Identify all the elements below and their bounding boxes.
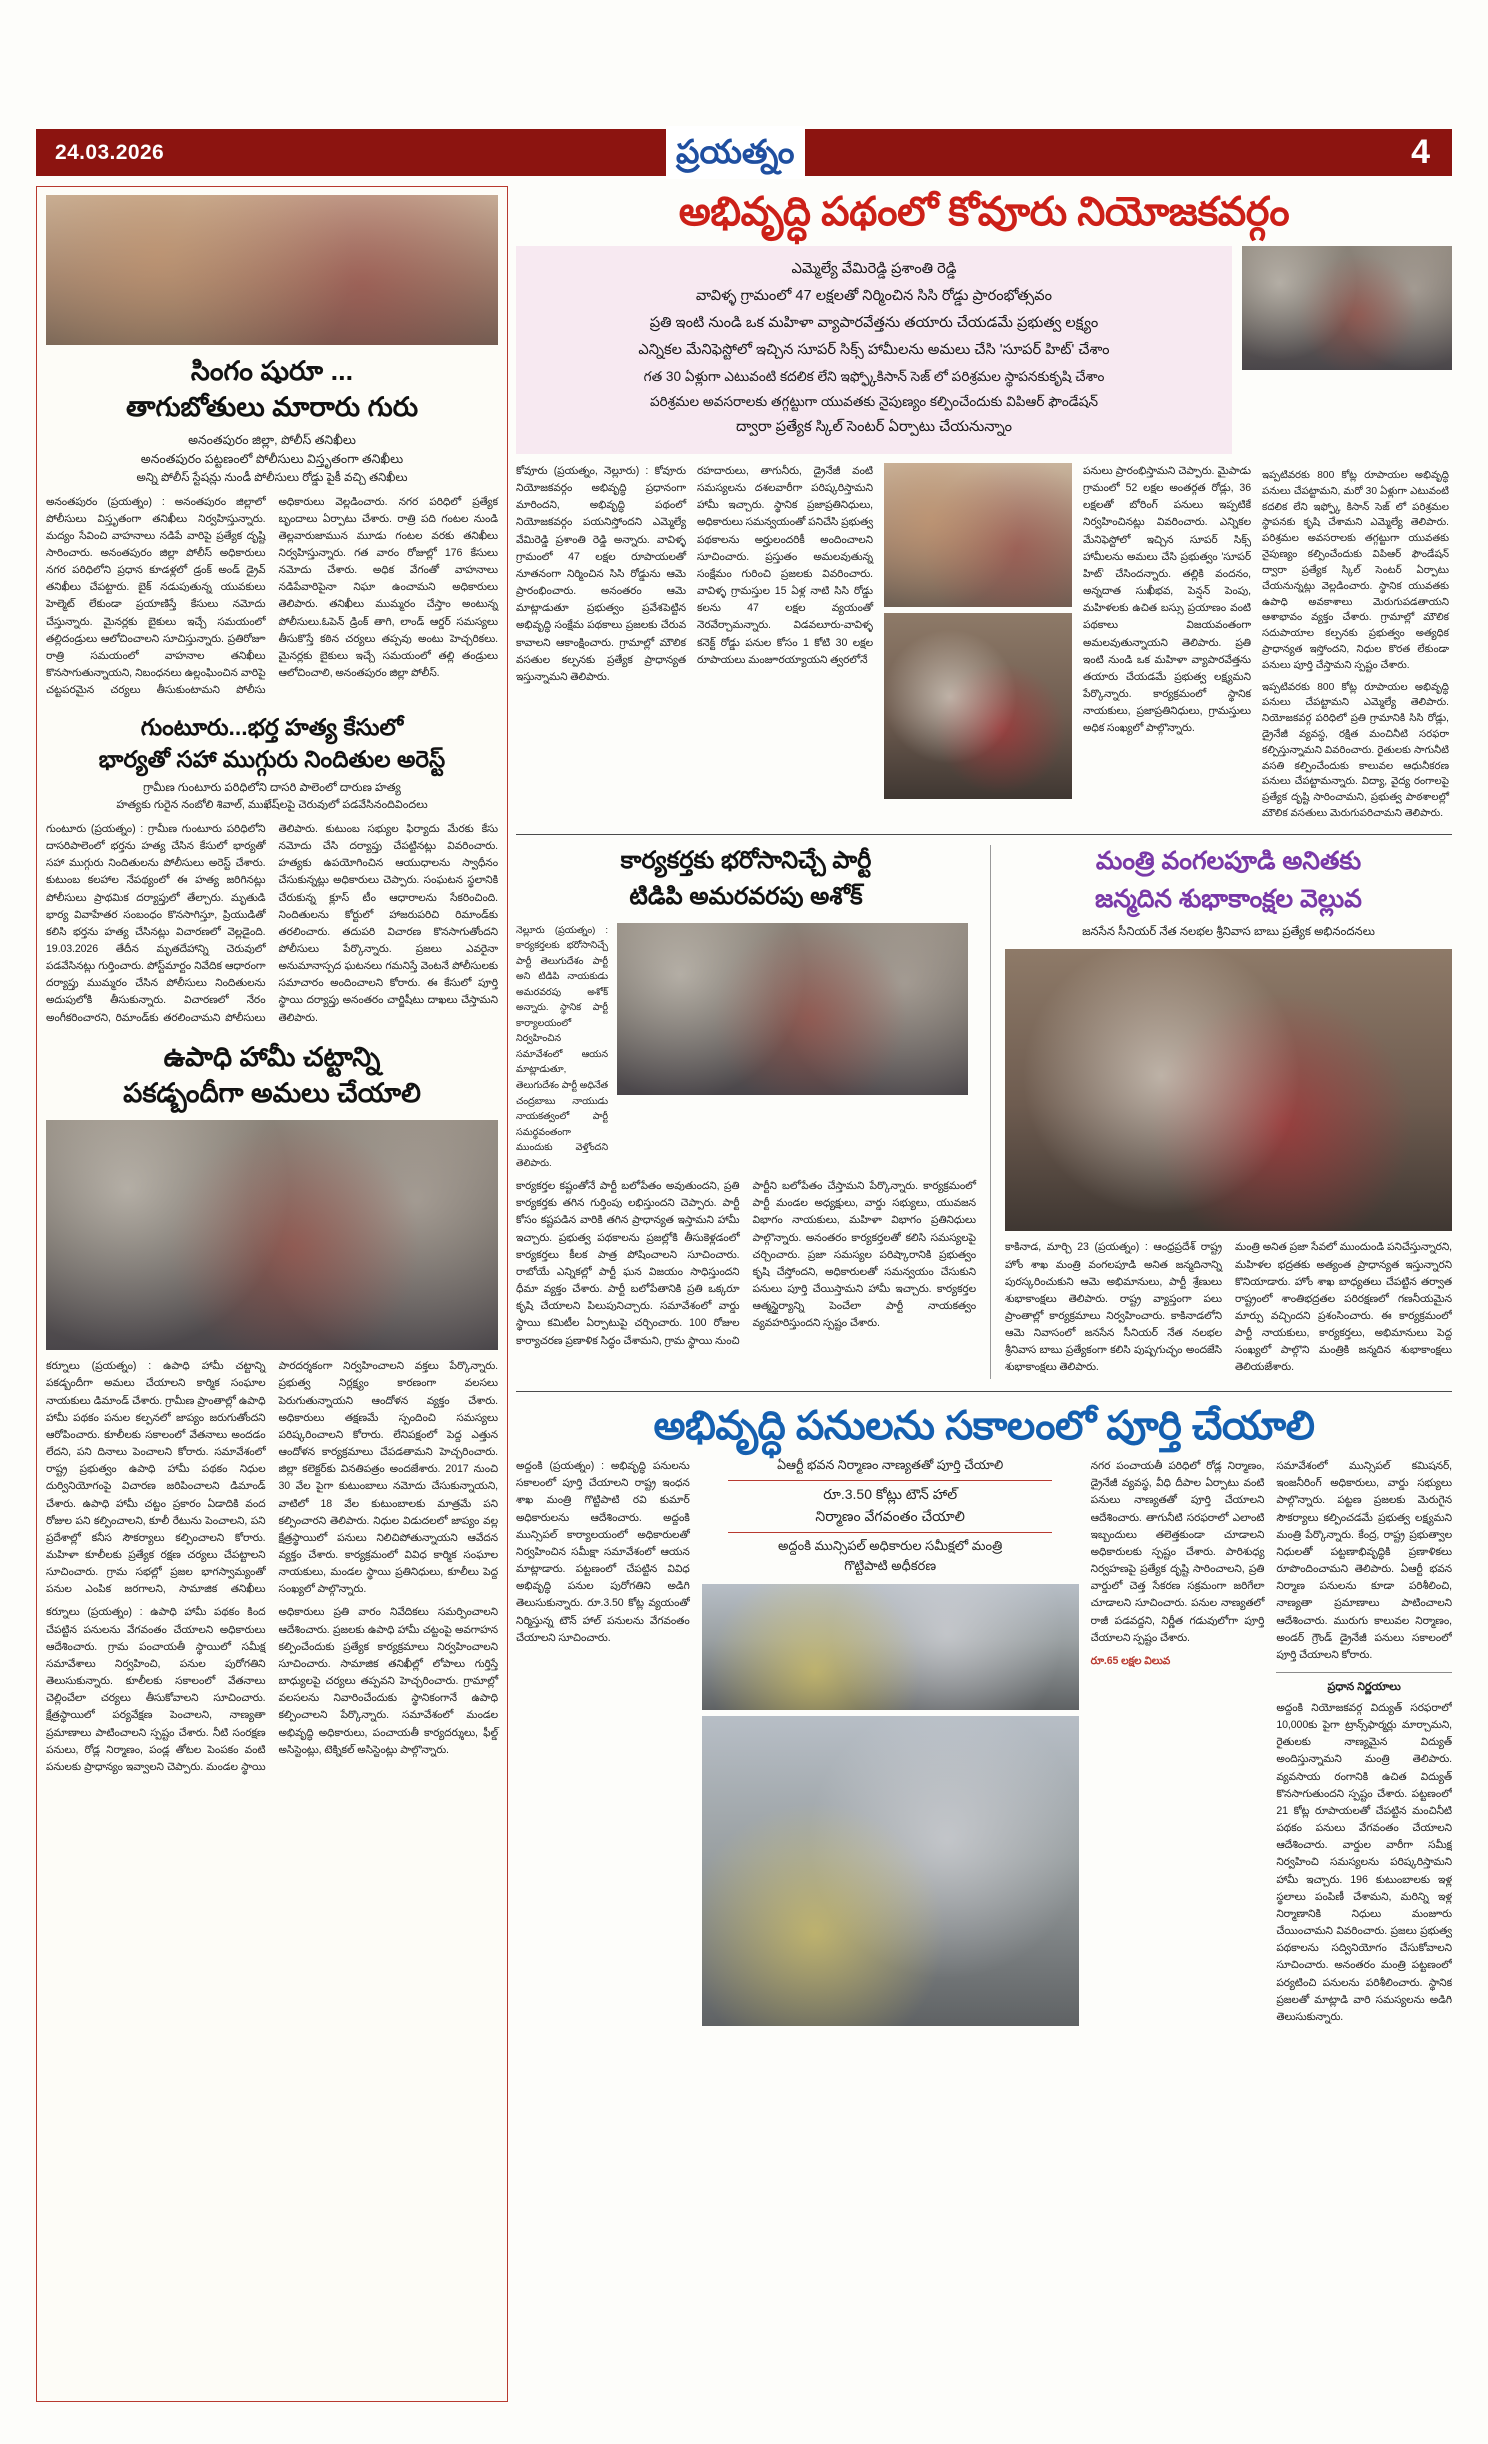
- lead-body-row: [516, 463, 1452, 822]
- mid-story-row: [516, 923, 976, 1172]
- bottom-col-right: [1276, 1458, 1452, 2026]
- lead-photo-col: [884, 463, 1072, 822]
- article3-headline-line2: పకడ్బందీగా అమలు చేయాలి: [123, 1077, 421, 1108]
- publication-logo: [666, 126, 805, 179]
- right-headline-line1: మంత్రి వంగలపూడి అనితకు: [1095, 846, 1362, 875]
- lead-bullet-box: [516, 246, 1232, 454]
- photo-mla-crowd: [1242, 246, 1452, 370]
- bottom-body-right-2: అద్దంకి నియోజకవర్గ విద్యుత్ సరఫరాలో 10,000కు పైగా ట్రాన్స్‌ఫార్మర్లు మార్చామని, రైతులకు నాణ్యమైన విద్యుత్ అందిస్తున్నామని మంత్రి తెలిపారు. వ్యవసాయ రంగానికి ఉచిత విద్యుత్ కొనసాగుతుందని స్పష్టం చేశారు. పట్టణంలో 21 కోట్ల రూపాయలతో చేపట్టిన మంచినీటి పథకం పనులు వేగవంతం చేయాలని ఆదేశించారు. వార్డుల వారీగా సమీక్ష నిర్వహించి సమస్యలను పరిష్కరిస్తామని హామీ ఇచ్చారు. 196 కుటుంబాలకు ఇళ్ల స్థలాలు పంపిణీ చేశామని, మరిన్ని ఇళ్ల నిర్మాణానికి నిధులు మంజూరు చేయించామని వివరించారు. ప్రజలు ప్రభుత్వ పథకాలను సద్వినియోగం చేసుకోవాలని సూచించారు. అనంతరం మంత్రి పట్టణంలో పర్యటించి పనులను పరిశీలించారు. స్థానిక ప్రజలతో మాట్లాడి వారి సమస్యలను అడిగి తెలుసుకున్నారు.: [1276, 1702, 1452, 2023]
- mid-narrow-col: [516, 923, 608, 1172]
- right-body-text-2: మంత్రి అనిత ప్రజా సేవలో ముందుండి పనిచేస్తున్నారని, మహిళల భద్రతకు అత్యంత ప్రాధాన్యత ఇస్తున్నారని కొనియాడారు. హోం శాఖ బాధ్యతలు చేపట్టిన తర్వాత రాష్ట్రంలో శాంతిభద్రతల పరిరక్షణలో గణనీయమైన మార్పు వచ్చిందని ప్రశంసించారు. ఈ కార్యక్రమంలో పార్టీ నాయకులు, కార్యకర్తలు, అభిమానులు పెద్ద సంఖ్యలో పాల్గొని మంత్రికి జన్మదిన శుభాకాంక్షలు తెలియజేశారు.: [1235, 1241, 1452, 1374]
- main-column: [516, 186, 1452, 2402]
- publication-logo-text: ప్రయత్నం: [676, 133, 795, 170]
- bottom-body-right: సమావేశంలో మున్సిపల్ కమిషనర్, ఇంజనీరింగ్ అధికారులు, వార్డు సభ్యులు పాల్గొన్నారు. పట్టణ ప్రజలకు మెరుగైన సౌకర్యాలు కల్పించడమే ప్రభుత్వ లక్ష్యమని మంత్రి పేర్కొన్నారు. కేంద్ర, రాష్ట్ర ప్రభుత్వాల నిధులతో పట్టణాభివృద్ధికి ప్రణాళికలు రూపొందించామని తెలిపారు. ఏఆర్టీ భవన నిర్మాణ పనులను కూడా పరిశీలించి, నాణ్యతా ప్రమాణాలు పాటించాలని ఆదేశించారు. మురుగు కాలువల నిర్మాణం, అండర్ గ్రౌండ్ డ్రైనేజీ పనులు సకాలంలో పూర్తి చేయాలని కోరారు.: [1276, 1460, 1452, 1661]
- lead-right-caption: ఇప్పటివరకు 800 కోట్ల రూపాయల అభివృద్ధి పనులు చేపట్టామని, మరో 30 ఏళ్లుగా ఎటువంటి కదలిక లేని ఇఫ్ఫ్కో కిసాన్ సెజ్ లో పరిశ్రమల స్థాపనకు కృషి చేశామని ఎమ్మెల్యే తెలిపారు. పరిశ్రమల అవసరాలకు తగ్గట్టుగా యువతకు నైపుణ్యం కల్పించేందుకు విపిఆర్ ఫౌండేషన్ ద్వారా ప్రత్యేక స్కిల్ సెంటర్ ఏర్పాటు చేయనున్నట్లు వెల్లడించారు. స్థానిక యువతకు ఉపాధి అవకాశాలు మెరుగుపడతాయని ఆశాభావం వ్యక్తం చేశారు. గ్రామాల్లో మౌలిక సదుపాయాల కల్పనకు ప్రభుత్వం అత్యధిక ప్రాధాన్యత ఇస్తోందని, నిధుల కొరత లేకుండా పనులు పూర్తి చేస్తామని స్పష్టం చేశారు.: [1262, 470, 1449, 671]
- mid-narrow-text: నెల్లూరు (ప్రయత్నం) : కార్యకర్తలకు భరోసానిచ్చే పార్టీ తెలుగుదేశం పార్టీ అని టిడిపి నాయకుడు అమరవరపు అశోక్ అన్నారు. స్థానిక పార్టీ కార్యాలయంలో నిర్వహించిన సమావేశంలో ఆయన మాట్లాడుతూ, తెలుగుదేశం పార్టీ అధినేత చంద్రబాబు నాయుడు నాయకత్వంలో పార్టీ సమర్థవంతంగా ముందుకు వెళ్తోందని తెలిపారు.: [516, 924, 608, 1169]
- article1-body-wrap: [46, 494, 498, 700]
- bottom-right-heading: ప్రధాన నిర్ణయాలు: [1327, 1681, 1401, 1693]
- photo-minister-birthday: [1005, 949, 1452, 1231]
- right-subhead: జనసేన సీనియర్ నేత నలభల శ్రీనివాస బాబు ప్రత్యేక అభినందనలు: [1082, 925, 1375, 939]
- lead-right-photo-block: [1242, 246, 1452, 370]
- article3-body: కర్నూలు (ప్రయత్నం) : ఉపాధి హామీ చట్టాన్ని పకడ్బందీగా అమలు చేయాలని కార్మిక సంఘాల నాయకులు డిమాండ్ చేశారు. గ్రామీణ ప్రాంతాల్లో ఉపాధి హామీ పథకం పనుల కల్పనలో జాప్యం జరుగుతోందని ఆరోపించారు. కూలీలకు సకాలంలో వేతనాలు అందడం లేదని, పని దినాలు పెంచాలని కోరారు. సమావేశంలో రాష్ట్ర ప్రభుత్వం ఉపాధి హామీ పథకం నిధుల దుర్వినియోగంపై విచారణ జరిపించాలని డిమాండ్ చేశారు. ఉపాధి హామీ చట్టం ప్రకారం ఏడాదికి వంద రోజుల పని కల్పించాలని, కూలీ రేటును పెంచాలని, పని ప్రదేశాల్లో కనీస సౌకర్యాలు కల్పించాలని కోరారు. మహిళా కూలీలకు ప్రత్యేక రక్షణ చర్యలు చేపట్టాలని సూచించారు. గ్రామ సభల్లో ప్రజల భాగస్వామ్యంతో పనుల ఎంపిక జరగాలని, సామాజిక తనిఖీలు పారదర్శకంగా నిర్వహించాలని వక్తలు పేర్కొన్నారు. ప్రభుత్వ నిర్లక్ష్యం కారణంగా వలసలు పెరుగుతున్నాయని ఆందోళన వ్యక్తం చేశారు. అధికారులు తక్షణమే స్పందించి సమస్యలు పరిష్కరించాలని కోరారు. లేనిపక్షంలో పెద్ద ఎత్తున ఆందోళన కార్యక్రమాలు చేపడతామని హెచ్చరించారు. జిల్లా కలెక్టర్‌కు వినతిపత్రం అందజేశారు. 2017 నుంచి 30 వేల పైగా కుటుంబాలు నమోదు చేసుకున్నాయని, వాటిలో 18 వేల కుటుంబాలకు మాత్రమే పని కల్పించారని తెలిపారు. నిధుల విడుదలలో జాప్యం వల్ల క్షేత్రస్థాయిలో పనులు నిలిచిపోతున్నాయని ఆవేదన వ్యక్తం చేశారు. కార్యక్రమంలో వివిధ కార్మిక సంఘాల నాయకులు, మండల స్థాయి ప్రతినిధులు, కూలీలు పెద్ద సంఖ్యలో పాల్గొన్నారు.: [46, 1360, 498, 1596]
- article2-body: గుంటూరు (ప్రయత్నం) : గ్రామీణ గుంటూరు పరిధిలోని దాసరిపాలెంలో భర్తను హత్య చేసిన కేసులో భార్యతో సహా ముగ్గురు నిందితులను పోలీసులు అరెస్ట్ చేశారు. కుటుంబ కలహాల నేపథ్యంలో ఈ హత్య జరిగినట్లు పోలీసులు ప్రాథమిక దర్యాప్తులో తేల్చారు. మృతుడి భార్య వివాహేతర సంబంధం కొనసాగిస్తూ, ప్రియుడితో కలిసి భర్తను హత్య చేసినట్లు విచారణలో వెల్లడైంది. 19.03.2026 తేదీన మృతదేహాన్ని చెరువులో పడవేసినట్లు గుర్తించారు. పోస్ట్‌మార్టం నివేదిక ఆధారంగా దర్యాప్తు ముమ్మరం చేసిన పోలీసులు నిందితులను అదుపులోకి తీసుకున్నారు. విచారణలో నేరం అంగీకరించారని, రిమాండ్‌కు తరలించామని పోలీసులు తెలిపారు. కుటుంబ సభ్యుల ఫిర్యాదు మేరకు కేసు నమోదు చేసి దర్యాప్తు చేపట్టినట్లు వివరించారు. హత్యకు ఉపయోగించిన ఆయుధాలను స్వాధీనం చేసుకున్నట్లు అధికారులు చెప్పారు. సంఘటన స్థలానికి చేరుకున్న క్లూస్ టీం ఆధారాలను సేకరించింది. నిందితులను కోర్టులో హాజరుపరిచి రిమాండ్‌కు తరలించారు. తదుపరి విచారణ కొనసాగుతోందని పోలీసులు పేర్కొన్నారు. ప్రజలు ఎవరైనా అనుమానాస్పద ఘటనలు గమనిస్తే వెంటనే పోలీసులకు సమాచారం అందించాలని కోరారు. ఈ కేసులో పూర్తి స్థాయి దర్యాప్తు అనంతరం చార్జిషీటు దాఖలు చేస్తామని తెలిపారు.: [46, 822, 498, 1024]
- article1-headline-line2: తాగుబోతులు మారారు గురు: [125, 391, 419, 422]
- right-body-text-1: కాకినాడ, మార్చి 23 (ప్రయత్నం) : ఆంధ్రప్రదేశ్ రాష్ట్ర హోం శాఖ మంత్రి వంగలపూడి అనిత జన్మదినాన్ని పురస్కరించుకుని ఆమె అభిమానులు, పార్టీ శ్రేణులు శుభాకాంక్షలు తెలిపారు. రాష్ట్ర వ్యాప్తంగా పలు ప్రాంతాల్లో కార్యక్రమాలు నిర్వహించారు. కాకినాడలోని ఆమె నివాసంలో జనసేన సీనియర్ నేత నలభల శ్రీనివాస బాబు ప్రత్యేకంగా కలిసి పుష్పగుచ్ఛం అందజేసి శుభాకాంక్షలు తెలిపారు.: [1005, 1241, 1222, 1374]
- bottom-body-mid: నగర పంచాయతీ పరిధిలో రోడ్ల నిర్మాణం, డ్రైనేజీ వ్యవస్థ, వీధి దీపాల ఏర్పాటు వంటి పనులు నాణ్యతతో పూర్తి చేయాలని ఆదేశించారు. తాగునీటి సరఫరాలో ఎలాంటి ఇబ్బందులు తలెత్తకుండా చూడాలని అధికారులకు స్పష్టం చేశారు. పారిశుధ్య నిర్వహణపై ప్రత్యేక దృష్టి సారించాలని, ప్రతి వార్డులో చెత్త సేకరణ సక్రమంగా జరిగేలా చూడాలని సూచించారు. పనుల నాణ్యతలో రాజీ పడవద్దని, నిర్ణీత గడువులోగా పూర్తి చేయాలని స్పష్టం చేశారు.: [1090, 1460, 1265, 1644]
- article2-subhead-2: హత్యకు గురైన నంబోలి శివాల్, ముఖేష్‌లపై చెరువులో పడవేసినందివిందలు: [116, 798, 428, 811]
- bottom-col-left: [516, 1458, 690, 2026]
- bottom-right-rule: [1276, 1672, 1452, 1673]
- bottom-rule-1: [728, 1480, 1052, 1481]
- photo-mla-women: [884, 613, 1072, 799]
- lead-right-caption-extra: ఇప్పటివరకు 800 కోట్ల రూపాయల అభివృద్ధి పనులు చేపట్టామని ఎమ్మెల్యే తెలిపారు. నియోజకవర్గ పరిధిలో ప్రతి గ్రామానికి సిసి రోడ్లు, డ్రైనేజీ వ్యవస్థ, రక్షిత మంచినీటి సరఫరా కల్పిస్తున్నామని వివరించారు. రైతులకు సాగునీటి వసతి కల్పించేందుకు కాలువల ఆధునీకరణ పనులు చేపట్టామన్నారు. విద్యా, వైద్య రంగాలపై ప్రత్యేక దృష్టి సారించామని, ప్రభుత్వ పాఠశాలల్లో మౌలిక వసతులు మెరుగుపరిచామని తెలిపారు.: [1262, 681, 1449, 820]
- lead-top-row: [516, 246, 1452, 454]
- article2-headline-line2: భార్యతో సహా ముగ్గురు నిందితుల అరెస్ట్: [98, 746, 446, 773]
- bottom-sub-2-line2: నిర్మాణం వేగవంతం చేయాలి: [815, 1508, 965, 1525]
- left-column: [36, 186, 508, 2402]
- article4-body: కర్నూలు (ప్రయత్నం) : ఉపాధి హామీ పథకం కింద చేపట్టిన పనులను వేగవంతం చేయాలని అధికారులు ఆదేశించారు. గ్రామ పంచాయతీ స్థాయిలో సమీక్ష సమావేశాలు నిర్వహించి, పనుల పురోగతిని తెలుసుకున్నారు. కూలీలకు సకాలంలో వేతనాలు చెల్లించేలా చర్యలు తీసుకోవాలని సూచించారు. క్షేత్రస్థాయిలో పర్యవేక్షణ పెంచాలని, నాణ్యతా ప్రమాణాలు పాటించాలని స్పష్టం చేశారు. నీటి సంరక్షణ పనులు, రోడ్ల నిర్మాణం, పండ్ల తోటల పెంపకం వంటి పనులకు ప్రాధాన్యం ఇవ్వాలని చెప్పారు. మండల స్థాయి అధికారులు ప్రతి వారం నివేదికలు సమర్పించాలని ఆదేశించారు. ప్రజలకు ఉపాధి హామీ చట్టంపై అవగాహన కల్పించేందుకు ప్రత్యేక కార్యక్రమాలు నిర్వహించాలని సూచించారు. సామాజిక తనిఖీల్లో లోపాలు గుర్తిస్తే బాధ్యులపై చర్యలు తప్పవని హెచ్చరించారు. గ్రామాల్లో వలసలను నివారించేందుకు స్థానికంగానే ఉపాధి కల్పించాలని పేర్కొన్నారు. సమావేశంలో మండల అభివృద్ధి అధికారులు, పంచాయతీ కార్యదర్శులు, ఫీల్డ్ అసిస్టెంట్లు, టెక్నికల్ అసిస్టెంట్లు పాల్గొన్నారు.: [46, 1606, 498, 1773]
- article1-subhead-1: అనంతపురం జిల్లా, పోలీస్ తనిఖీలు: [188, 432, 356, 447]
- section-divider-1: [516, 834, 1452, 835]
- article1-headline-line1: సింగం షురూ ...: [190, 356, 354, 386]
- article4-body-wrap: [46, 1604, 498, 1776]
- mid-body-text: కార్యకర్తల కష్టంతోనే పార్టీ బలోపేతం అవుతుందని, ప్రతి కార్యకర్తకు తగిన గుర్తింపు లభిస్తుందని చెప్పారు. పార్టీ కోసం కష్టపడిన వారికి తగిన ప్రాధాన్యత ఇస్తామని హామీ ఇచ్చారు. ప్రభుత్వ పథకాలను ప్రజల్లోకి తీసుకెళ్లడంలో కార్యకర్తలు కీలక పాత్ర పోషించాలని సూచించారు. రాబోయే ఎన్నికల్లో పార్టీ ఘన విజయం సాధిస్తుందని ధీమా వ్యక్తం చేశారు. పార్టీ బలోపేతానికి ప్రతి ఒక్కరూ కృషి చేయాలని పిలుపునిచ్చారు. సమావేశంలో వార్డు స్థాయి కమిటీల ఏర్పాటుపై చర్చించారు. 100 రోజుల కార్యాచరణ ప్రణాళిక సిద్ధం చేశామని, గ్రామ స్థాయి నుంచి పార్టీని బలోపేతం చేస్తామని పేర్కొన్నారు. కార్యక్రమంలో పార్టీ మండల అధ్యక్షులు, వార్డు సభ్యులు, యువజన విభాగం నాయకులు, మహిళా విభాగం ప్రతినిధులు పాల్గొన్నారు. అనంతరం కార్యకర్తలతో కలిసి సమస్యలపై చర్చించారు. ప్రజా సమస్యల పరిష్కారానికి ప్రభుత్వం కృషి చేస్తోందని, అధికారులతో సమన్వయం చేసుకుని పనులు పూర్తి చేయిస్తామని హామీ ఇచ్చారు. కార్యకర్తల ఆత్మస్థైర్యాన్ని పెంచేలా పార్టీ నాయకత్వం వ్యవహరిస్తుందని స్పష్టం చేశారు.: [516, 1180, 976, 1347]
- mid-story-tdp: [516, 845, 976, 1379]
- page-number: 4: [1411, 133, 1430, 171]
- bottom-sub-3-line1: అద్దంకి మున్సిపల్ అధికారుల సమీక్షలో మంత్రి: [778, 1538, 1003, 1554]
- bottom-headline: అభివృద్ధి పనులను సకాలంలో పూర్తి చేయాలి: [653, 1404, 1315, 1449]
- photo-police-check: [46, 195, 498, 345]
- mid-headline-line2: టిడిపి అమరవరపు అశోక్: [629, 883, 863, 911]
- bottom-sub-1: ఏఆర్టీ భవన నిర్మాణం నాణ్యతతో పూర్తి చేయాలి: [777, 1458, 1004, 1473]
- bottom-sub-2-line1: రూ.3.50 కోట్లు టౌన్ హాల్: [823, 1486, 958, 1503]
- photo-union-meeting: [46, 1120, 498, 1350]
- photo-minister-street: [702, 1584, 1079, 1710]
- lead-right-caption-col: [1262, 463, 1449, 822]
- photo-tdp-meeting: [617, 923, 968, 1095]
- lead-bullet-6: ద్వారా ప్రత్యేక స్కిల్ సెంటర్ ఏర్పాటు చేయనున్నాం: [736, 419, 1012, 436]
- lead-body-col-1: [516, 463, 686, 822]
- lead-bullet-0: ఎమ్మెల్యే వేమిరెడ్డి ప్రశాంతి రెడ్డి: [791, 261, 957, 277]
- mid-photo-col: [617, 923, 968, 1172]
- publication-date: 24.03.2026: [55, 140, 165, 164]
- masthead-bar: [36, 129, 1452, 176]
- lead-body-col-2: [697, 463, 873, 822]
- bottom-sub-3-line2: గొట్టిపాటి అధీకరణ: [844, 1558, 937, 1574]
- article2-body-wrap: [46, 821, 498, 1027]
- bottom-col-center: [702, 1458, 1079, 2026]
- mid-headline-line1: కార్యకర్తకు భరోసానిచ్చే పార్టీ: [620, 846, 872, 874]
- article2-headline-line1: గుంటూరు...భర్త హత్య కేసులో: [140, 714, 404, 741]
- bottom-row: [516, 1458, 1452, 2026]
- photo-mla-greeting: [884, 463, 1072, 607]
- right-body-wrap: [1005, 1239, 1452, 1379]
- bottom-rule-2: [728, 1532, 1052, 1533]
- bottom-caption-left: రూ.65 లక్షల విలువ: [1090, 1654, 1171, 1667]
- article1-subhead-3: అన్ని పోలీస్ స్టేషన్లు నుండీ పోలీసులు రోడ్డు పైకీ వచ్చి తనిఖీలు: [136, 470, 408, 484]
- lead-bullet-3: ఎన్నికల మేనిఫెస్టోలో ఇచ్చిన సూపర్ సిక్స్ హామీలను అమలు చేసి 'సూపర్ హిట్' చేశాం: [638, 341, 1110, 358]
- mid-body-wrap: [516, 1178, 976, 1350]
- section-divider-2: [516, 1391, 1452, 1392]
- article2-subhead: గ్రామీణ గుంటూరు పరిధిలోని దాసరి పాలెంలో దారుణ హత్య: [143, 781, 401, 794]
- bottom-body-left: అద్దంకి (ప్రయత్నం) : అభివృద్ధి పనులను సకాలంలో పూర్తి చేయాలని రాష్ట్ర ఇంధన శాఖ మంత్రి గొట్టిపాటి రవి కుమార్ అధికారులను ఆదేశించారు. అద్దంకి మున్సిపల్ కార్యాలయంలో అధికారులతో నిర్వహించిన సమీక్షా సమావేశంలో ఆయన మాట్లాడారు. పట్టణంలో చేపట్టిన వివిధ అభివృద్ధి పనుల పురోగతిని అడిగి తెలుసుకున్నారు. రూ.3.50 కోట్ల వ్యయంతో నిర్మిస్తున్న టౌన్ హాల్ పనులను వేగవంతం చేయాలని సూచించారు.: [516, 1460, 690, 1644]
- lead-bullet-2: ప్రతి ఇంటి నుండి ఒక మహిళా వ్యాపారవేత్తను తయారు చేయడమే ప్రభుత్వ లక్ష్యం: [649, 314, 1099, 331]
- article1-subhead-2: అనంతపురం పట్టణంలో పోలీసులు విస్తృతంగా తనిఖీలు: [140, 451, 404, 466]
- mid-band: [516, 845, 1452, 1379]
- right-story-minister: [990, 845, 1452, 1379]
- lead-body-text-3: పనులు ప్రారంభిస్తామని చెప్పారు. మైపాడు గ్రామంలో 52 లక్షల అంతర్గత రోడ్లు, 36 లక్షలతో బోరింగ్ పనులు ఇప్పటికే నిర్వహించినట్లు వివరించారు. ఎన్నికల మేనిఫెస్టోలో ఇచ్చిన సూపర్ సిక్స్ హామీలను అమలు చేసి ప్రభుత్వం 'సూపర్ హిట్' చేసిందన్నారు. తల్లికి వందనం, అన్నదాత సుఖీభవ, పెన్షన్ పెంపు, మహిళలకు ఉచిత బస్సు ప్రయాణం వంటి పథకాలు విజయవంతంగా అమలవుతున్నాయని తెలిపారు. ప్రతి ఇంటి నుండి ఒక మహిళా వ్యాపారవేత్తను తయారు చేయడమే ప్రభుత్వ లక్ష్యమని పేర్కొన్నారు. కార్యక్రమంలో స్థానిక నాయకులు, ప్రజాప్రతినిధులు, గ్రామస్తులు అధిక సంఖ్యలో పాల్గొన్నారు.: [1083, 465, 1251, 735]
- right-headline-line2: జన్మదిన శుభాకాంక్షల వెల్లువ: [1095, 884, 1362, 913]
- article3-body-wrap: [46, 1358, 498, 1598]
- lead-body-col-3: [1083, 463, 1251, 822]
- lead-bullet-4: గత 30 ఏళ్లుగా ఎటువంటి కదలిక లేని ఇఫ్ఫ్కోకిసాన్ సెజ్ లో పరిశ్రమల స్థాపనకుకృషి చేశాం: [643, 368, 1105, 384]
- lead-bullet-5: పరిశ్రమల అవసరాలకు తగ్గట్టుగా యువతకు నైపుణ్యం కల్పించేందుకు విపిఆర్ ఫౌండేషన్: [649, 394, 1099, 410]
- lead-body-text-1: కోవూరు (ప్రయత్నం, నెల్లూరు) : కోవూరు నియోజకవర్గం అభివృద్ధి ప్రధానంగా మారిందని, అభివృద్ధి పథంలో నియోజకవర్గం పయనిస్తోందని ఎమ్మెల్యే వేమిరెడ్డి ప్రశాంతి రెడ్డి అన్నారు. వావిళ్ళ గ్రామంలో 47 లక్షల రూపాయలతో నూతనంగా నిర్మించిన సిసి రోడ్డును ఆమె ప్రారంభించారు. అనంతరం ఆమె మాట్లాడుతూ ప్రభుత్వం ప్రవేశపెట్టిన అభివృద్ధి సంక్షేమ పథకాలు ప్రజలకు చేరువ కావాలని ఆకాంక్షించారు. గ్రామాల్లో మౌలిక వసతుల కల్పనకు ప్రత్యేక ప్రాధాన్యత ఇస్తున్నామని తెలిపారు.: [516, 465, 686, 683]
- lead-headline: అభివృద్ధి పథంలో కోవూరు నియోజకవర్గం: [678, 190, 1290, 234]
- article3-headline-line1: ఉపాధి హామీ చట్టాన్ని: [163, 1041, 381, 1072]
- bottom-col-mid: [1091, 1458, 1265, 2026]
- lead-bullet-1: వావిళ్ళ గ్రామంలో 47 లక్షలతో నిర్మించిన సిసి రోడ్డు ప్రారంభోత్సవం: [695, 287, 1053, 304]
- article1-body: అనంతపురం (ప్రయత్నం) : అనంతపురం జిల్లాలో పోలీసులు విస్తృతంగా తనిఖీలు నిర్వహిస్తున్నారు. మద్యం సేవించి వాహనాలు నడిపే వారిపై ప్రత్యేక దృష్టి సారించారు. అనంతపురం జిల్లా పోలీస్ అధికారులు నగర పరిధిలోని ప్రధాన కూడళ్లలో డ్రంక్ అండ్ డ్రైవ్ తనిఖీలు చేపట్టారు. బైక్ నడుపుతున్న యువకులు హెల్మెట్ లేకుండా ప్రయాణిస్తే కేసులు నమోదు చేస్తున్నారు. మైనర్లకు బైకులు ఇచ్చే సమయంలో తల్లిదండ్రులు ఆలోచించాలని సూచిస్తున్నారు. ప్రతిరోజూ రాత్రి సమయంలో వాహనాల తనిఖీలు కొనసాగుతున్నాయని, నిబంధనలు ఉల్లంఘించిన వారిపై చట్టపరమైన చర్యలు తీసుకుంటామని పోలీసు అధికారులు వెల్లడించారు. నగర పరిధిలో ప్రత్యేక బృందాలు ఏర్పాటు చేశారు. రాత్రి పది గంటల నుండి తెల్లవారుజామున మూడు గంటల వరకు తనిఖీలు నిర్వహిస్తున్నారు. గత వారం రోజుల్లో 176 కేసులు నమోదు చేశారు. అధిక వేగంతో వాహనాలు నడిపేవారిపైనా నిఘా ఉంచామని అధికారులు తెలిపారు. తనిఖీలు ముమ్మరం చేస్తాం అంటున్న పోలీసులు.ఓపెన్ డ్రింక్ తాగి, లాండ్ ఆర్డర్ సమస్యలు తీసుకొస్తే కఠిన చర్యలు తప్పవు అంటు హెచ్చరికలు. మైనర్లకు బైకులు ఇచ్చే సమయంలో తల్లి తండ్రులు ఆలోచించాలి, అనంతపురం జిల్లా పోలీస్.: [46, 495, 498, 697]
- photo-scooter-distribution: [702, 1716, 1079, 2026]
- lead-body-text-2: రహదారులు, తాగునీరు, డ్రైనేజీ వంటి సమస్యలను దశలవారీగా పరిష్కరిస్తామని హామీ ఇచ్చారు. స్థానిక ప్రజాప్రతినిధులు, అధికారులు సమన్వయంతో పనిచేసి ప్రభుత్వ పథకాలను అర్హులందరికీ అందించాలని సూచించారు. ప్రస్తుతం అమలవుతున్న సంక్షేమం గురించి ప్రజలకు వివరించారు. వావిళ్ళ గ్రామస్తుల 15 ఏళ్ల నాటి సిసి రోడ్డు కలను 47 లక్షల వ్యయంతో నెరవేర్చామన్నారు. విడవలూరు-వావిళ్ళ కనెక్ట్ రోడ్డు పనుల కోసం 1 కోటి 30 లక్షల రూపాయలు మంజూరయ్యాయని త్వరలోనే: [697, 465, 873, 666]
